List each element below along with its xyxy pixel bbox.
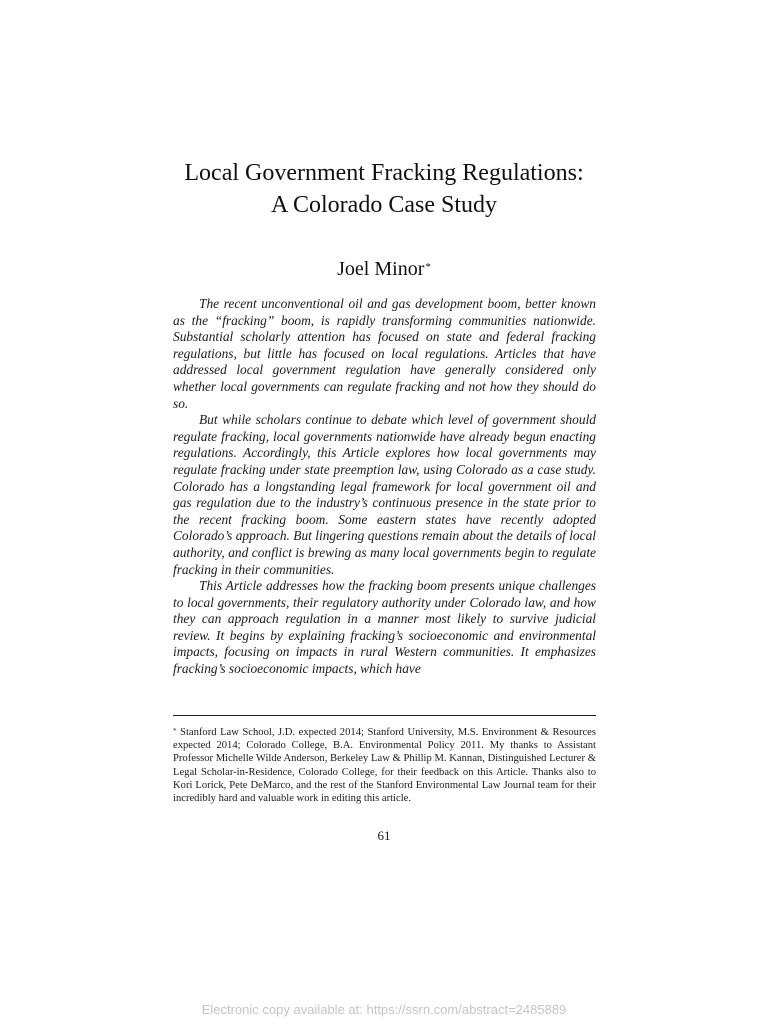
ssrn-availability-note[interactable]: Electronic copy available at: https://ssrn.com/abstract=2485889 (201, 1002, 567, 1017)
article-title-line-2: A Colorado Case Study (271, 192, 497, 218)
abstract-paragraph-2: But while scholars continue to debate which level of government should regulate fracking, local governments nationwide have already begun enacting regulations. Accordingly, this Article explores how local governments may regulate fracking under state preemption law, using Colorado as a case study. Colorado has a longstanding legal framework for local government oil and gas regulation due to the industry’s continuous presence in the state prior to the recent fracking boom. Some eastern states have recently adopted Colorado’s approach. But lingering questions remain about the details of local authority, and conflict is brewing as many local governments begin to regulate fracking in their communities. (173, 412, 596, 577)
author-footnote-marker[interactable]: * (425, 261, 431, 273)
footnote-text: Stanford Law School, J.D. expected 2014; Stanford University, M.S. Environment & Resources expected 2014; Colorado College, B.A. Environmental Policy 2011. My thanks to Assistant Professor Michelle Wilde Anderson, Berkeley Law & Phillip M. Kannan, Distinguished Lecturer & Legal Scholar-in-Residence, Colorado College, for their feedback on this Article. Thanks also to Kori Lorick, Pete DeMarco, and the rest of the Stanford Environmental Law Journal team for their incredibly hard and valuable work in editing this article. (173, 727, 596, 805)
footnote-marker: * (173, 727, 177, 735)
page-number: 61 (377, 828, 391, 843)
abstract-paragraph-1: The recent unconventional oil and gas development boom, better known as the “fracking” boom, is rapidly transforming communities nationwide. Substantial scholarly attention has focused on state and federal fracking regulations, but little has focused on local regulations. Articles that have addressed local government regulation have generally considered only whether local governments can regulate fracking and not how they should do so. (173, 296, 596, 411)
abstract (173, 296, 596, 678)
author-text: Joel Minor (337, 258, 425, 280)
footnote (173, 726, 596, 805)
author-name (0, 256, 768, 282)
abstract-paragraph-3: This Article addresses how the fracking boom presents unique challenges to local governments, their regulatory authority under Colorado law, and how they can approach regulation in a manner most likely to survive judicial review. It begins by explaining fracking’s socioeconomic and environmental impacts, focusing on impacts in rural Western communities. It emphasizes fracking’s socioeconomic impacts, which have (173, 578, 596, 677)
article-title-line-1: Local Government Fracking Regulations: (184, 160, 584, 186)
footnote-divider (173, 715, 596, 716)
